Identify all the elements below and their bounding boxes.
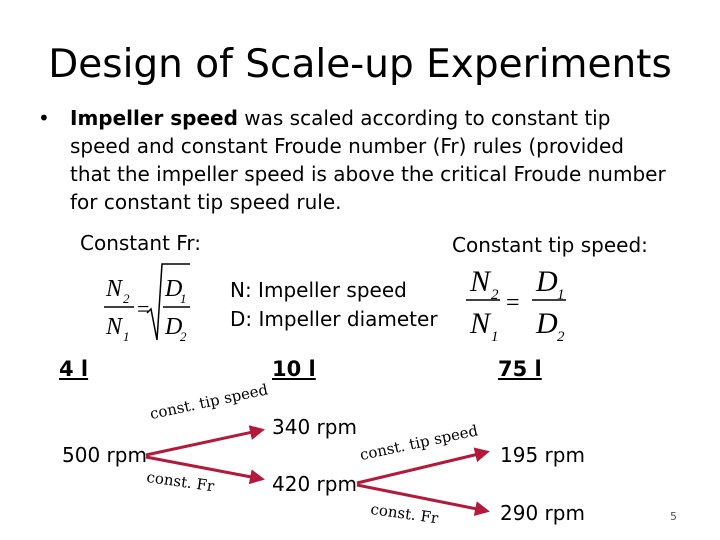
- arrow-500-to-340: [146, 430, 262, 455]
- scale-75l-label: 75 l: [498, 357, 542, 381]
- slide-title: Design of Scale-up Experiments: [48, 42, 672, 87]
- eq-tip-n2: N: [470, 265, 491, 298]
- rpm-290: 290 rpm: [500, 501, 585, 525]
- eq-tip-d2: D: [536, 307, 558, 340]
- legend-impeller-speed: N: Impeller speed: [230, 278, 407, 302]
- eq-tip-equals: =: [506, 290, 520, 316]
- eq-fr-equals: =: [137, 296, 150, 321]
- eq-tip-d2-sub: 2: [557, 329, 565, 345]
- eq-fr-n2-sub: 2: [123, 291, 130, 306]
- bullet-body: was scaled according to constant tip speed and constant Froude number (Fr) rules (provided that the impeller speed is above the critical Froude number for constant tip speed rule.: [70, 106, 666, 214]
- page-number: 5: [670, 510, 677, 523]
- label-const-tip-speed-1: const. tip speed: [148, 380, 270, 423]
- bullet-bold-term: Impeller speed: [70, 106, 238, 130]
- rpm-420: 420 rpm: [272, 472, 357, 496]
- eq-fr-n1-sub: 1: [123, 329, 130, 344]
- rpm-500: 500 rpm: [62, 443, 147, 467]
- equation-constant-tip-speed: [466, 265, 566, 345]
- scale-4l-label: 4 l: [59, 357, 89, 381]
- eq-tip-d1-sub: 1: [557, 287, 565, 303]
- eq-tip-d1: D: [536, 265, 558, 298]
- scale-10l-label: 10 l: [272, 357, 316, 381]
- legend-impeller-diameter: D: Impeller diameter: [230, 307, 438, 331]
- rpm-195: 195 rpm: [500, 443, 585, 467]
- eq-tip-n2-sub: 2: [491, 287, 499, 303]
- label-const-fr-2: const. Fr: [369, 500, 440, 528]
- label-const-fr-1: const. Fr: [145, 468, 216, 496]
- eq-fr-d1-sub: 1: [180, 291, 187, 306]
- eq-tip-n1: N: [470, 307, 491, 340]
- label-const-tip-speed-2: const. tip speed: [358, 421, 480, 464]
- constant-fr-label: Constant Fr:: [80, 231, 201, 255]
- rpm-340: 340 rpm: [272, 415, 357, 439]
- constant-tip-speed-label: Constant tip speed:: [452, 233, 648, 257]
- eq-fr-n1: N: [106, 314, 123, 340]
- equation-constant-fr: [104, 264, 190, 344]
- bullet-dot: •: [38, 106, 50, 130]
- eq-fr-n2: N: [106, 276, 123, 302]
- eq-fr-d2-sub: 2: [180, 329, 187, 344]
- eq-fr-d1: D: [165, 276, 183, 302]
- eq-tip-n1-sub: 1: [491, 329, 499, 345]
- eq-fr-d2: D: [165, 314, 183, 340]
